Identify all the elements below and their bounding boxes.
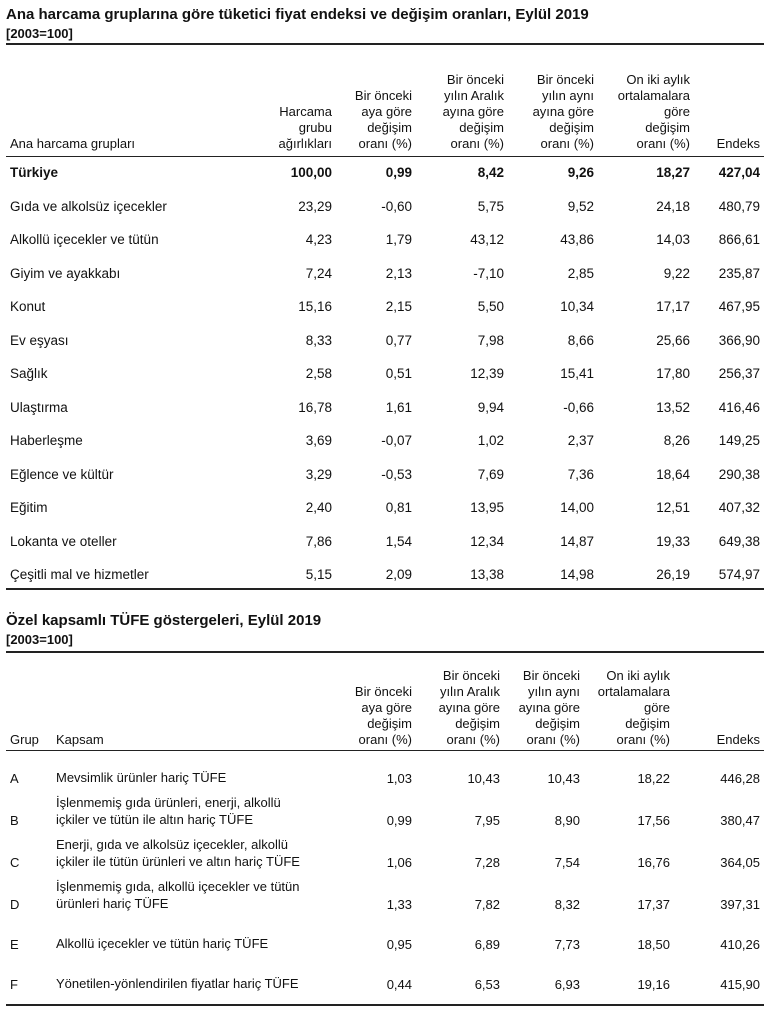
cell-average: 17,37 — [637, 897, 670, 912]
table1 — [6, 44, 764, 592]
header-monthly: Bir önceki aya göre değişim oranı (%) — [354, 684, 412, 747]
table-row — [6, 525, 764, 559]
cell-average: 18,64 — [656, 466, 690, 482]
cell-monthly: 1,06 — [386, 855, 412, 870]
cell-scope: Alkollü içecekler ve tütün hariç TÜFE — [56, 936, 269, 951]
cell-weight: 8,33 — [305, 332, 332, 348]
cell-index: 397,31 — [720, 897, 760, 912]
table1-bottom-rule — [6, 588, 764, 590]
header-average: On iki aylık ortalamalara göre değişim oranı (%) — [597, 668, 670, 747]
cell-index: 380,47 — [720, 813, 760, 828]
table-row — [6, 832, 764, 874]
cell-index: 149,25 — [718, 433, 760, 448]
cell-annual: 8,90 — [554, 813, 580, 828]
cell-index: 480,79 — [718, 198, 760, 214]
table2 — [6, 652, 764, 996]
cell-monthly: 0,51 — [385, 366, 412, 381]
cell-group: Lokanta ve oteller — [10, 533, 117, 549]
cell-december: 9,94 — [477, 399, 504, 415]
cell-december: -7,10 — [473, 265, 504, 281]
cell-annual: 7,54 — [554, 855, 580, 870]
cell-december: 7,69 — [477, 466, 504, 482]
header-weight: Harcama grubu ağırlıkları — [278, 104, 332, 151]
cell-annual: 7,36 — [567, 466, 594, 482]
cell-weight: 7,24 — [305, 265, 332, 281]
cell-december: 7,82 — [474, 897, 500, 912]
cell-group: Eğitim — [10, 500, 48, 515]
cell-annual: 6,93 — [554, 977, 580, 992]
header-group: Grup — [10, 732, 39, 747]
cell-annual: 14,87 — [560, 533, 594, 549]
table-row — [6, 223, 764, 257]
cell-weight: 15,16 — [298, 299, 332, 314]
cell-average: 18,22 — [637, 771, 670, 786]
table-row — [6, 424, 764, 458]
cell-group: Giyim ve ayakkabı — [10, 265, 121, 281]
cell-weight: 2,58 — [305, 366, 332, 381]
cell-index: 256,37 — [718, 366, 760, 381]
cell-monthly: 1,79 — [385, 232, 412, 247]
cell-december: 7,28 — [474, 855, 500, 870]
cell-index: 649,38 — [718, 533, 760, 549]
table2-header — [6, 652, 764, 750]
cell-scope: Enerji, gıda ve alkolsüz içecekler, alkollü içkiler ile tütün ürünleri ve altın hariç TÜFE — [56, 837, 300, 869]
cell-average: 26,19 — [656, 567, 690, 582]
cell-annual: 2,37 — [567, 433, 594, 448]
table1-base: [2003=100] — [6, 26, 73, 41]
cell-monthly: 2,15 — [385, 299, 412, 314]
table-row — [6, 391, 764, 425]
cell-group: F — [10, 977, 18, 992]
cell-average: 9,22 — [663, 265, 690, 281]
cell-average: 19,33 — [656, 533, 690, 549]
cell-december: 7,95 — [474, 813, 500, 828]
cell-monthly: 0,77 — [385, 332, 412, 348]
table2-base: [2003=100] — [6, 632, 73, 647]
cell-annual: 10,43 — [547, 771, 580, 786]
cell-average: 13,52 — [656, 399, 690, 415]
cell-weight: 7,86 — [305, 533, 332, 549]
cell-annual: 15,41 — [560, 366, 594, 381]
table1-title: Ana harcama gruplarına göre tüketici fiyat endeksi ve değişim oranları, Eylül 2019 — [6, 6, 589, 23]
cell-december: 7,98 — [477, 332, 504, 348]
cell-monthly: 0,81 — [385, 500, 412, 515]
cell-group: C — [10, 855, 20, 870]
table-row — [6, 756, 764, 790]
cell-monthly: 0,99 — [386, 813, 412, 828]
cell-monthly: 0,99 — [385, 165, 412, 180]
cell-annual: -0,66 — [563, 399, 594, 415]
cell-weight: 23,29 — [298, 198, 332, 214]
cell-annual: 43,86 — [560, 232, 594, 247]
cell-annual: 9,52 — [567, 198, 594, 214]
cell-monthly: 0,44 — [386, 977, 412, 992]
cell-index: 410,26 — [720, 937, 760, 952]
cell-monthly: 2,09 — [385, 567, 412, 582]
cell-average: 17,17 — [656, 299, 690, 314]
cell-average: 17,80 — [656, 366, 690, 381]
cell-december: 8,42 — [477, 165, 504, 180]
cell-index: 866,61 — [718, 232, 760, 247]
cell-index: 235,87 — [718, 265, 760, 281]
cell-december: 13,38 — [470, 567, 504, 582]
cell-december: 12,39 — [470, 366, 504, 381]
cell-index: 467,95 — [718, 299, 760, 314]
cell-index: 366,90 — [718, 332, 760, 348]
header-december: Bir önceki yılın Aralık ayına göre değişim oranı (%) — [442, 72, 504, 151]
cell-group: D — [10, 897, 20, 912]
table-row — [6, 790, 764, 832]
header-index: Endeks — [716, 136, 760, 151]
cell-annual: 8,66 — [567, 332, 594, 348]
cell-monthly: -0,53 — [381, 466, 412, 482]
table-row — [6, 257, 764, 291]
cell-december: 6,53 — [474, 977, 500, 992]
header-annual: Bir önceki yılın aynı ayına göre değişim oranı (%) — [532, 72, 594, 151]
cell-average: 19,16 — [637, 977, 670, 992]
cell-average: 24,18 — [656, 198, 690, 214]
cell-scope: İşlenmemiş gıda, alkollü içecekler ve tütün ürünleri hariç TÜFE — [56, 879, 300, 911]
cell-weight: 2,40 — [305, 500, 332, 515]
cell-average: 25,66 — [656, 332, 690, 348]
cell-index: 415,90 — [720, 977, 760, 992]
cell-monthly: -0,60 — [381, 198, 412, 214]
table-row — [6, 458, 764, 492]
table1-body — [6, 156, 764, 592]
header-monthly: Bir önceki aya göre değişim oranı (%) — [354, 88, 412, 151]
cell-group: Konut — [10, 299, 46, 314]
cell-monthly: 0,95 — [386, 937, 412, 952]
cell-weight: 16,78 — [298, 399, 332, 415]
cell-group: Çeşitli mal ve hizmetler — [10, 567, 149, 582]
cell-group: Türkiye — [10, 165, 59, 180]
table-row — [6, 156, 764, 190]
cell-average: 18,50 — [637, 937, 670, 952]
table-row — [6, 874, 764, 916]
cell-group: Ev eşyası — [10, 332, 69, 348]
table2-body — [6, 750, 764, 996]
cell-scope: Yönetilen-yönlendirilen fiyatlar hariç TÜFE — [56, 976, 299, 991]
cell-group: A — [10, 771, 19, 786]
cell-weight: 3,29 — [305, 466, 332, 482]
table2-bottom-rule — [6, 1004, 764, 1006]
table-row — [6, 558, 764, 592]
cell-group: Ulaştırma — [10, 399, 68, 415]
cell-index: 407,32 — [718, 500, 760, 515]
cell-annual: 7,73 — [554, 937, 580, 952]
table1-header — [6, 44, 764, 156]
cell-average: 18,27 — [656, 165, 690, 180]
header-scope: Kapsam — [56, 732, 104, 747]
cell-weight: 5,15 — [305, 567, 332, 582]
header-group: Ana harcama grupları — [10, 136, 136, 151]
table-row — [6, 324, 764, 358]
table-row — [6, 491, 764, 525]
header-december: Bir önceki yılın Aralık ayına göre değişim oranı (%) — [438, 668, 500, 747]
header-annual: Bir önceki yılın aynı ayına göre değişim oranı (%) — [518, 668, 580, 747]
cell-group: Alkollü içecekler ve tütün — [10, 232, 159, 247]
table-row — [6, 956, 764, 996]
cell-annual: 14,00 — [560, 500, 594, 515]
cell-group: E — [10, 937, 19, 952]
cell-scope: İşlenmemiş gıda ürünleri, enerji, alkollü içkiler ve tütün ile altın hariç TÜFE — [56, 795, 281, 827]
cell-monthly: 1,61 — [385, 399, 412, 415]
table2-title: Özel kapsamlı TÜFE göstergeleri, Eylül 2019 — [6, 612, 322, 629]
cell-weight: 3,69 — [305, 433, 332, 448]
header-average: On iki aylık ortalamalara göre değişim oranı (%) — [617, 72, 690, 151]
cell-index: 427,04 — [718, 165, 760, 180]
table-row — [6, 290, 764, 324]
cell-weight: 100,00 — [290, 165, 332, 180]
cell-annual: 14,98 — [560, 567, 594, 582]
cell-index: 446,28 — [720, 771, 760, 786]
cell-weight: 4,23 — [305, 232, 332, 247]
cell-monthly: 1,03 — [386, 771, 412, 786]
header-index: Endeks — [716, 732, 760, 747]
cell-annual: 9,26 — [567, 165, 594, 180]
cell-december: 6,89 — [474, 937, 500, 952]
cell-average: 14,03 — [656, 232, 690, 247]
cell-annual: 10,34 — [560, 299, 594, 314]
cell-group: Eğlence ve kültür — [10, 466, 114, 482]
cell-december: 10,43 — [467, 771, 500, 786]
cell-monthly: 2,13 — [385, 265, 412, 281]
table-row — [6, 357, 764, 391]
cell-monthly: 1,33 — [386, 897, 412, 912]
cell-monthly: -0,07 — [381, 433, 412, 448]
cell-index: 290,38 — [718, 466, 760, 482]
cell-average: 12,51 — [656, 500, 690, 515]
table-row — [6, 190, 764, 224]
cell-average: 17,56 — [637, 813, 670, 828]
cell-december: 12,34 — [470, 533, 504, 549]
cell-scope: Mevsimlik ürünler hariç TÜFE — [56, 770, 227, 785]
table2-header-rule — [6, 750, 764, 751]
cell-annual: 2,85 — [567, 265, 594, 281]
cell-december: 1,02 — [477, 433, 504, 448]
cell-index: 574,97 — [718, 567, 760, 582]
cell-december: 5,50 — [477, 299, 504, 314]
cell-group: Haberleşme — [10, 433, 83, 448]
cell-monthly: 1,54 — [385, 533, 412, 549]
cell-average: 8,26 — [663, 433, 690, 448]
cell-december: 13,95 — [470, 500, 504, 515]
cell-index: 416,46 — [718, 399, 760, 415]
cell-december: 5,75 — [477, 198, 504, 214]
cell-group: Gıda ve alkolsüz içecekler — [10, 198, 167, 214]
cell-annual: 8,32 — [554, 897, 580, 912]
cell-index: 364,05 — [720, 855, 760, 870]
cell-group: Sağlık — [10, 366, 48, 381]
cell-december: 43,12 — [470, 232, 504, 247]
cell-average: 16,76 — [637, 855, 670, 870]
cell-group: B — [10, 813, 19, 828]
table-row — [6, 916, 764, 956]
